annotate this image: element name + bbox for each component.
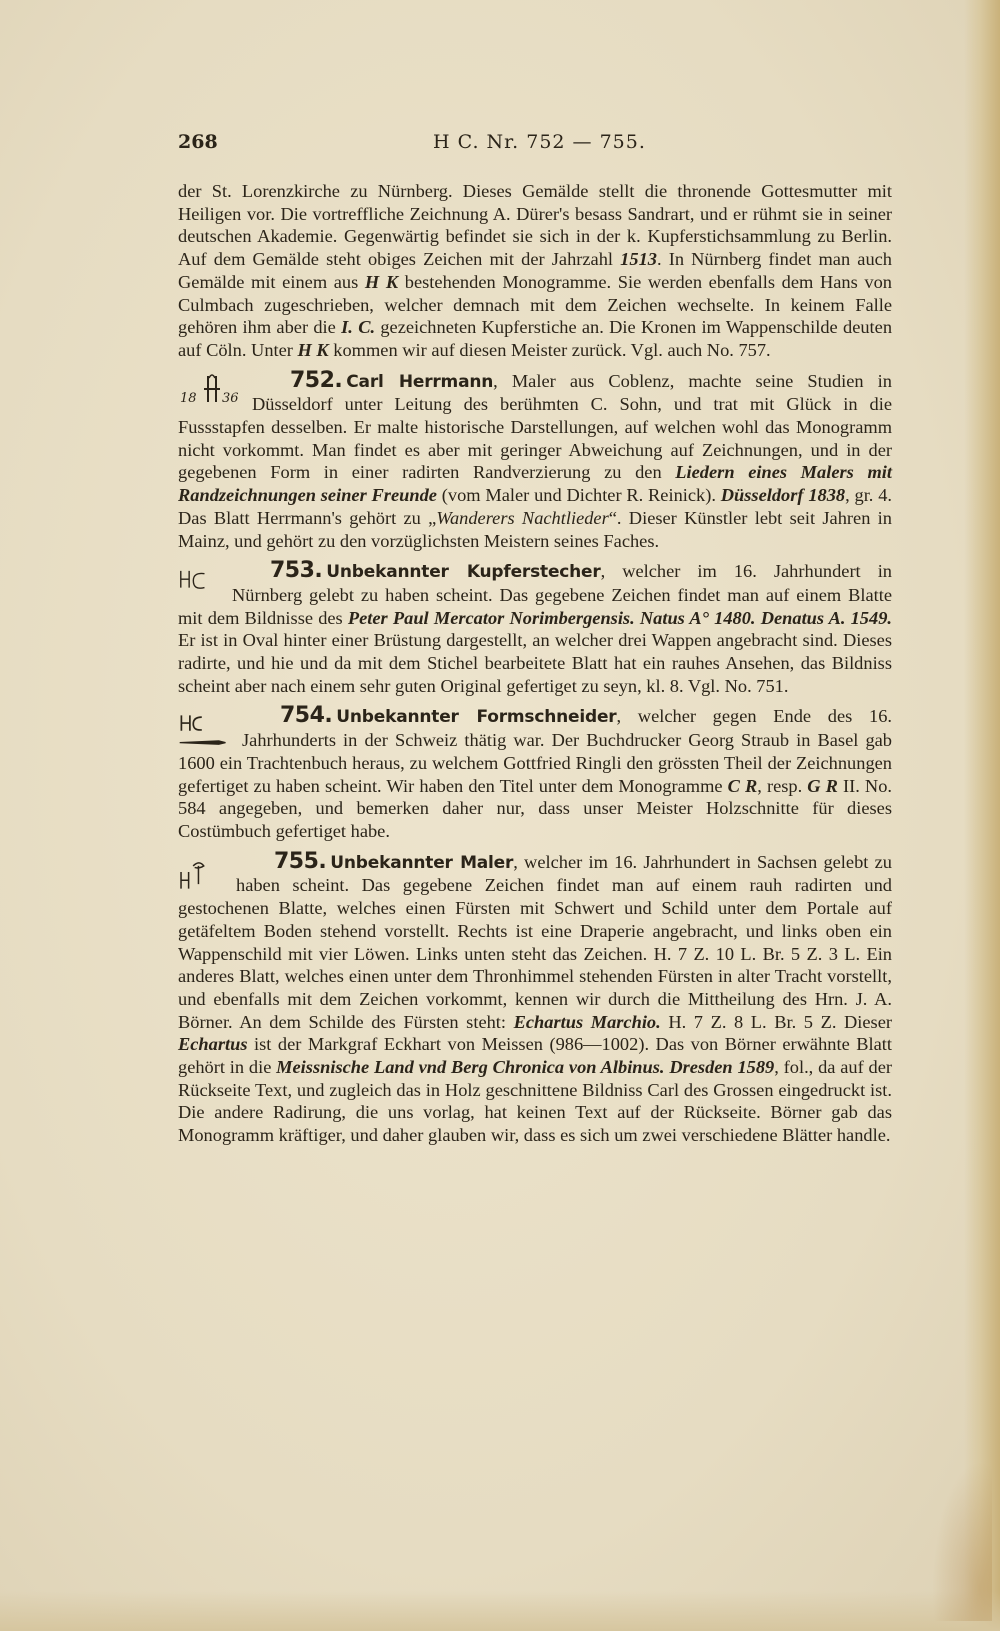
monogram-herrmann-icon (178, 372, 244, 416)
book-title: Liedern eines Malers mit Randzeichnungen seiner Freunde (178, 462, 892, 506)
entry-title: Carl Herrmann (346, 371, 494, 392)
page-number: 268 (178, 131, 218, 153)
entry-text: , welcher im 16. Jahrhundert in Sachsen gelebt zu haben scheint. Das gegebene Zeichen findet man auf einem rauh radirten und gestochenen Blatte, welches einen Fürsten mit Schwert und Schild unter dem Portale auf getäfeltem Boden stehend vorstellt. Rechts ist eine Draperie angebracht, und links oben ein Wappenschild mit vier Löwen. Links unten steht das Zeichen. H. 7 Z. 10 L. Br. 5 Z. 3 L. Ein anderes Blatt, welches einen unter dem Thronhimmel stehenden Fürsten in alter Tracht vorstellt, und ebenfalls mit dem Zeichen vorkommt, kennen wir durch die Mittheilung des Hrn. J. A. Börner. An dem Schilde des Fürsten steht: (178, 851, 892, 1032)
monogram-annotation: 36 (222, 390, 239, 406)
monogram-hc-knife-icon (178, 707, 234, 751)
monogram-hk-text: H K (297, 339, 329, 360)
entry-753 (178, 560, 892, 697)
entry-text: “. Dieser Künstler lebt seit Jahren in Mainz, und gehört zu den vorzüglichsten Meistern seines Faches. (178, 507, 892, 551)
intro-text: . In Nürnberg findet man auch Gemälde mit einem aus (178, 249, 892, 292)
paper-stain (932, 1461, 992, 1621)
entry-text: (vom Maler und Dichter R. Reinick). (436, 485, 721, 506)
entry-text: II. No. 584 angegeben, und bemerken daher nur, dass unser Meister Holzschnitte für dieses Costümbuch gefertiget habe. (178, 775, 892, 841)
entry-text: Er ist in Oval hinter einer Brüstung dargestellt, an welcher drei Wappen angebracht sind. Dieses radirte, und hie und da mit dem Stichel bearbeitete Blatt hat ein rauhes Ansehen, das Bildniss scheint aber nach einem sehr guten Original gefertiget zu seyn, kl. 8. Vgl. No. 751. (178, 630, 892, 696)
monogram-hc-icon (178, 562, 224, 602)
entry-title: Unbekannter Formschneider (336, 707, 617, 728)
monogram-gr-text: G R (807, 775, 838, 796)
entry-number: 754. (280, 703, 333, 729)
entry-755 (178, 848, 893, 1147)
entry-text: ist der Markgraf Eckhart von Meissen (986—1002). Das von Börner erwähnte Blatt gehört in die (178, 1034, 892, 1078)
page-edge-shadow (964, 0, 1000, 1631)
entry-752 (178, 367, 892, 553)
page-header (178, 131, 892, 161)
book-title: Wanderers Nachtlieder (436, 507, 609, 528)
entry-text: , resp. (757, 775, 808, 796)
entry-text: , fol., da auf der Rückseite Text, und zugleich das in Holz geschnittene Bildniss Carl des Grossen eingedruckt ist. Die andere Radirung, die uns vorlag, hat keinen Text auf der Rückseite. Börner gab das Monogramm kräftiger, und daher glauben wir, dass es sich um zwei verschiedene Blätter handle. (178, 1057, 892, 1146)
publication-place: Düsseldorf 1838 (720, 485, 846, 506)
monogram-annotation: 18 (180, 390, 197, 406)
inscription: Echartus Marchio. (513, 1011, 661, 1032)
monogram-hk-text: H K (364, 271, 399, 292)
inscription: Echartus (178, 1034, 248, 1055)
entry-text: , welcher gegen Ende des 16. Jahrhunderts in der Schweiz thätig war. Der Buchdrucker Georg Straub in Basel gab 1600 ein Trachtenbuch heraus, zu welchem Gottfried Ringli den grössten Theil der Zeichnungen gefertiget zu haben scheint. Wir haben den Titel unter dem Monogramme (178, 706, 892, 796)
intro-text: bestehenden Monogramme. Sie werden ebenfalls dem Hans von Culmbach zugeschrieben, welcher demnach mit dem Zeichen wechselte. In keinem Falle gehören ihm aber die (178, 271, 892, 338)
entry-text: , Maler aus Coblenz, machte seine Studien in Düsseldorf unter Leitung des berühmten C. Sohn, und trat mit Glück in die Fussstapfen desselben. Er malte historische Darstellungen, auf welchen wohl das Monogramm nicht vorkommt. Man findet es aber mit geringer Abweichung auf Zeichnungen, und in der gegebenen Form in einer radirten Randverzierung zu den (178, 370, 892, 483)
monogram-cr-text: C R (727, 775, 758, 796)
intro-text: kommen wir auf diesen Meister zurück. Vgl. auch No. 757. (328, 339, 771, 360)
intro-year: 1513 (620, 249, 657, 270)
portrait-inscription: Peter Paul Mercator Norimbergensis. Natus A° 1480. Denatus A. 1549. (347, 607, 892, 628)
intro-text: gezeichneten Kupferstiche an. Die Kronen im Wappenschilde deuten auf Cöln. Unter (178, 317, 893, 360)
monogram-ic-text: I. C. (341, 317, 376, 338)
entry-text: , gr. 4. Das Blatt Herrmann's gehört zu „ (178, 485, 892, 528)
entry-number: 752. (290, 367, 343, 393)
book-title: Meissnische Land vnd Berg Chronica von Albinus. Dresden 1589 (276, 1057, 775, 1078)
entry-title: Unbekannter Maler (330, 852, 514, 873)
intro-text: der St. Lorenzkirche zu Nürnberg. Dieses Gemälde stellt die thronende Gottesmutter mit Heiligen vor. Die vortreffliche Zeichnung A. Dürer's besass Sandrart, und er rühmt sie in seiner deutschen Akademie. Gegenwärtig befindet sie sich in der k. Kupferstichsammlung zu Berlin. Auf dem Gemälde steht obiges Zeichen mit der Jahrzahl (178, 181, 892, 270)
entry-title: Unbekannter Kupferstecher (326, 562, 601, 583)
entry-text: H. 7 Z. 8 L. Br. 5 Z. Dieser (660, 1011, 893, 1032)
entry-754 (178, 705, 892, 842)
intro-paragraph (178, 180, 892, 362)
monogram-hf-icon (178, 853, 228, 897)
entry-number: 753. (270, 558, 323, 584)
entry-text: , welcher im 16. Jahrhundert in Nürnberg gelebt zu haben scheint. Das gegebene Zeichen findet man auf einem Blatte mit dem Bildnisse des (178, 561, 892, 628)
body-text (178, 180, 892, 1147)
page-bottom-shadow (0, 1591, 1000, 1631)
entry-number: 755. (274, 848, 327, 874)
running-head: H C. Nr. 752 — 755. (433, 131, 646, 153)
